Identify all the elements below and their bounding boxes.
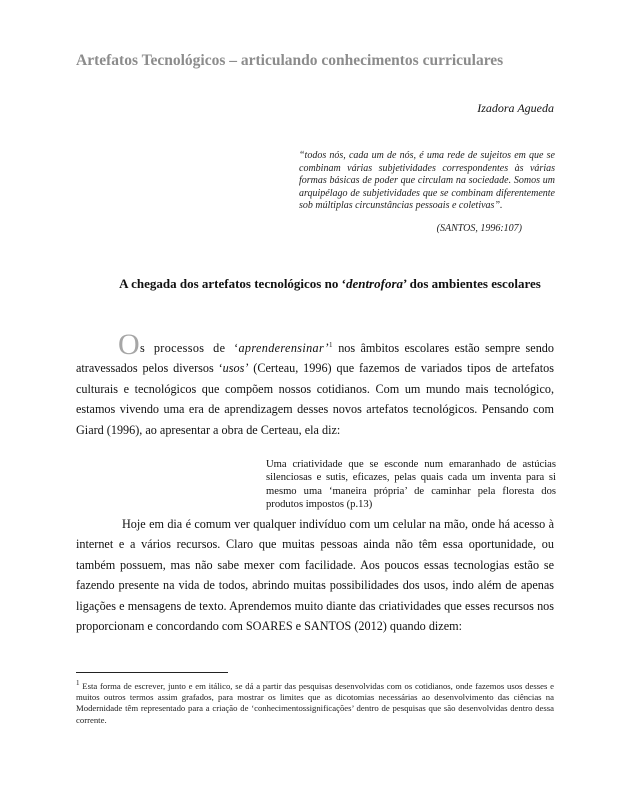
document-title: Artefatos Tecnológicos – articulando conhecimentos curriculares	[76, 52, 504, 69]
footnote-marker: 1	[76, 679, 80, 688]
section-heading-after: ’ dos ambientes escolares	[403, 276, 541, 291]
paragraph1-text-2: nos âmbitos escolares estão sempre sendo atravessados pelos diversos ‘	[76, 341, 554, 376]
block-quote: Uma criatividade que se esconde num emaranhado de astúcias silenciosas e sutis, eficazes, pelas quais cada um inventa para si mesmo uma ‘maneira própria’ de caminhar pela floresta dos produtos impostos (p.13)	[266, 459, 556, 511]
body-paragraph-2: Hoje em dia é comum ver qualquer indivíduo com um celular na mão, onde há acesso à internet e a vários recursos. Claro que muitas pessoas ainda não têm essa oportunidade, ou também possuem, mas não sabe mexer com facilidade. Aos poucos essas tecnologias estão se fazendo presente na vida de todos, abrindo muitas possibilidades dos usos, indo além de apenas ligações e mensagens de texto. Aprendemos muito diante das criatividades que esses recursos nos proporcionam e concordando com SOARES e SANTOS (2012) quando dizem:	[76, 517, 554, 634]
epigraph-citation: (SANTOS, 1996:107)	[436, 223, 522, 234]
section-heading	[110, 276, 550, 292]
footnote-text: Esta forma de escrever, junto e em itálico, se dá a partir das pesquisas desenvolvidas com os cotidianos, onde fazemos usos desses e muitos outros termos assim grafados, para mostrar os limites que as dicotomias necessárias ao desenvolvimento das ciências na Modernidade têm representado para a criação de ‘conhecimentossignificações’ dentro de pesquisas que são desenvolvidas dentro dessa corrente.	[76, 681, 554, 725]
drop-cap: O	[118, 328, 141, 361]
footnote-divider	[76, 672, 228, 673]
author-name: Izadora Agueda	[477, 101, 554, 115]
footnote	[76, 681, 554, 726]
section-heading-italic: dentrofora	[345, 276, 403, 291]
paragraph1-term-aprenderensinar: aprenderensinar’	[238, 341, 329, 355]
paragraph1-term-usos: usos’	[222, 361, 249, 376]
epigraph-quote: “todos nós, cada um de nós, é uma rede de sujeitos em que se combinam várias subjetividades correspondentes às várias formas básicas de poder que circulam na sociedade. Somos um arquipélago de subjetividades que se combinam diferentemente sob múltiplas circunstâncias pessoais e coletivas”.	[299, 150, 555, 212]
paragraph1-text-3: (Certeau, 1996) que fazemos de variados tipos de artefatos culturais e tecnológicos que compõem nossos cotidianos. Com um mundo mais tecnológico, estamos vivendo uma era de aprendizagem desses novos artefatos tecnológicos. Pensando com Giard (1996), ao apresentar a obra de Certeau, ela diz:	[76, 361, 554, 437]
body-paragraph-1	[76, 328, 554, 440]
section-heading-before: A chegada dos artefatos tecnológicos no ‘	[119, 276, 346, 291]
paragraph1-text-1: s processos de ‘	[140, 341, 239, 355]
footnote-reference[interactable]: 1	[328, 340, 333, 349]
